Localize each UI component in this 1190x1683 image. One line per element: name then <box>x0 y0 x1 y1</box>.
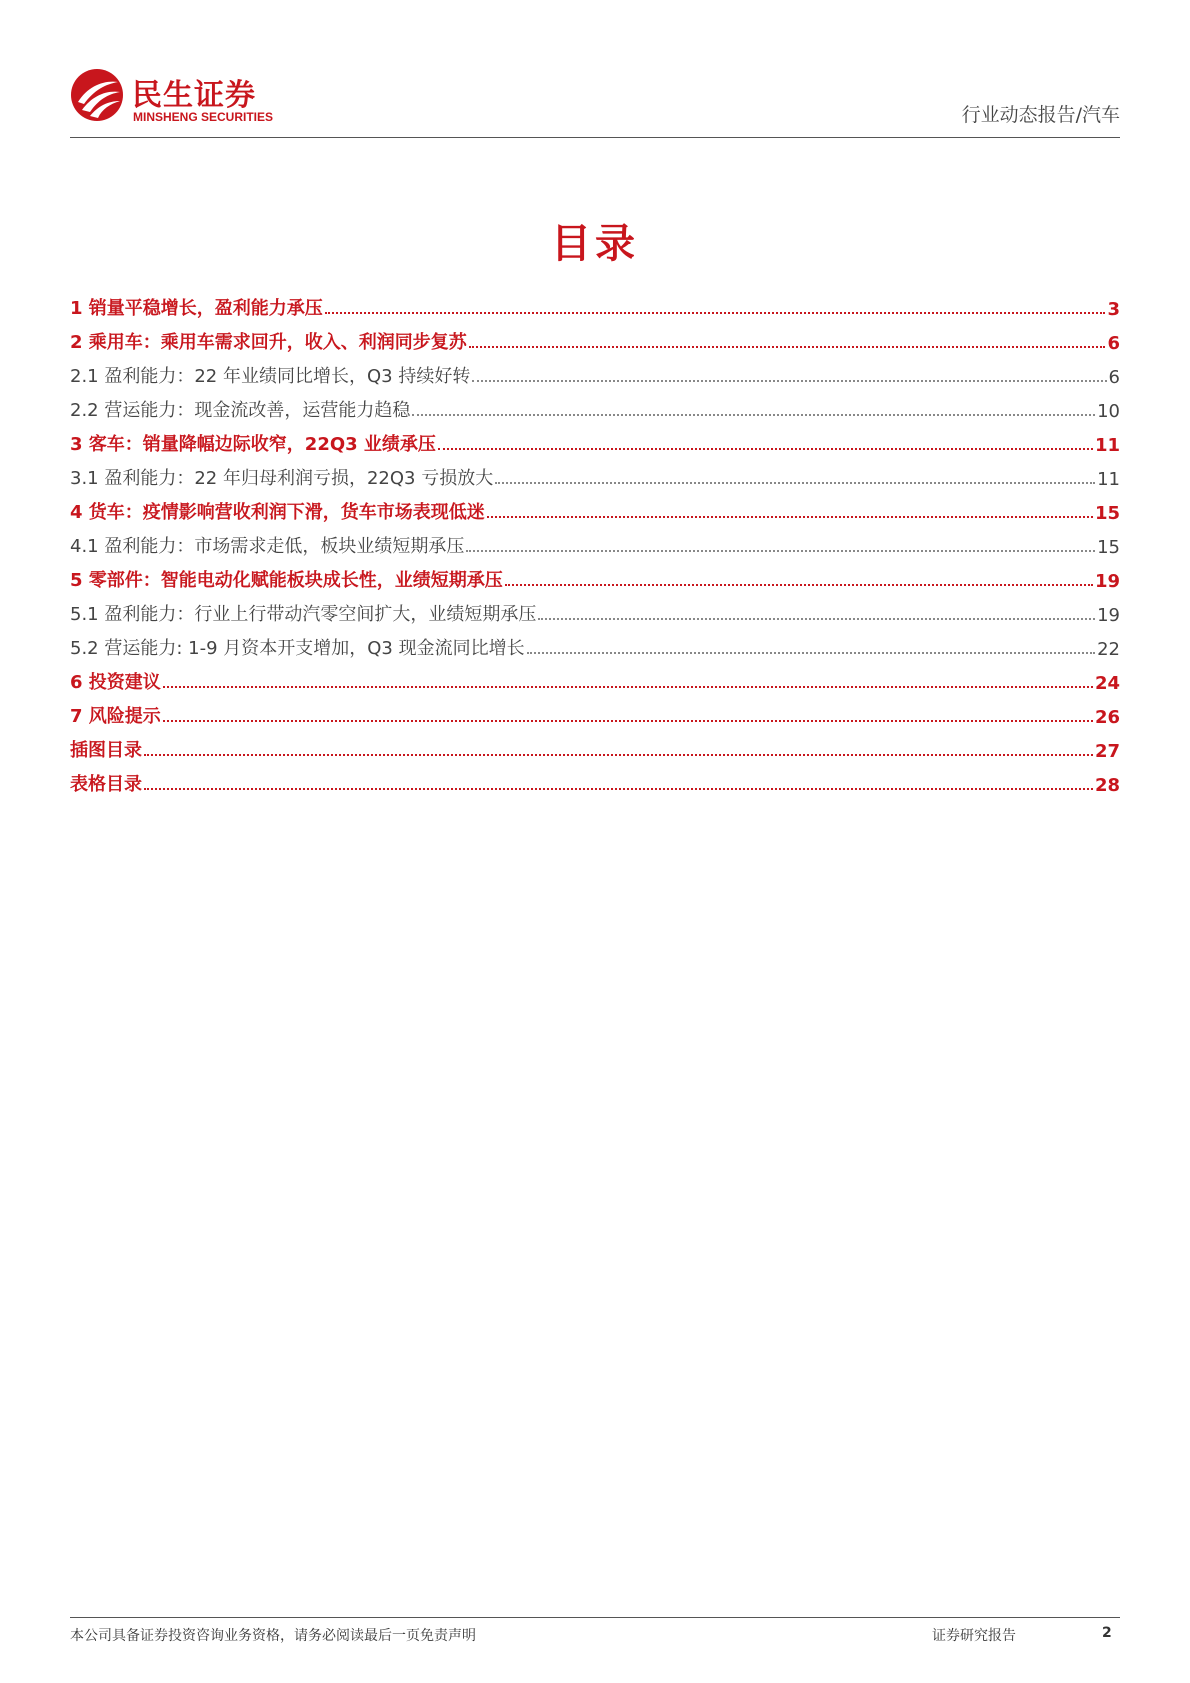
logo-english-name: MINSHENG SECURITIES <box>133 110 274 124</box>
toc-entry-label: 6 投资建议 <box>70 672 161 693</box>
dot-leader <box>144 788 1093 790</box>
dot-leader <box>163 686 1093 688</box>
toc-entry-label: 7 风险提示 <box>70 706 161 727</box>
toc-entry-page: 10 <box>1097 401 1120 422</box>
dot-leader <box>472 380 1106 382</box>
toc-title: 目录 <box>551 221 639 267</box>
footer-divider <box>70 1617 1120 1618</box>
toc-entry[interactable] <box>70 320 1120 354</box>
dot-leader <box>144 754 1093 756</box>
toc-entry-page: 24 <box>1094 673 1120 694</box>
toc-entry[interactable] <box>70 694 1120 728</box>
toc-entry-label: 插图目录 <box>70 740 142 761</box>
page-number: 2 <box>1102 1625 1112 1641</box>
toc-entry-label: 4.1 盈利能力：市场需求走低，板块业绩短期承压 <box>70 536 465 557</box>
toc-entry[interactable] <box>70 762 1120 796</box>
toc-entry-page: 19 <box>1097 605 1120 626</box>
dot-leader <box>438 448 1093 450</box>
toc-entry-page: 19 <box>1094 571 1120 592</box>
toc-entry[interactable] <box>70 422 1120 456</box>
toc-entry-page: 22 <box>1097 639 1120 660</box>
dot-leader <box>538 618 1095 620</box>
logo-chinese-name: 民生证券 <box>132 78 256 113</box>
toc-entry-label: 5 零部件：智能电动化赋能板块成长性，业绩短期承压 <box>70 570 503 591</box>
toc-entry[interactable] <box>70 524 1120 558</box>
dot-leader <box>466 550 1095 552</box>
header-divider <box>70 137 1120 138</box>
toc-entry-label: 表格目录 <box>70 774 142 795</box>
toc-entry-label: 5.2 营运能力: 1-9 月资本开支增加，Q3 现金流同比增长 <box>70 638 525 659</box>
dot-leader <box>487 516 1093 518</box>
toc-entry[interactable] <box>70 558 1120 592</box>
dot-leader <box>163 720 1093 722</box>
minsheng-logo <box>70 68 370 128</box>
toc-entry[interactable] <box>70 490 1120 524</box>
dot-leader <box>527 652 1095 654</box>
toc-entry[interactable] <box>70 456 1120 490</box>
toc-entry-page: 11 <box>1097 469 1120 490</box>
toc-entry-page: 6 <box>1108 367 1120 388</box>
toc-entry[interactable] <box>70 354 1120 388</box>
dot-leader <box>412 414 1095 416</box>
dot-leader <box>469 346 1106 348</box>
toc-entry-page: 3 <box>1107 299 1120 320</box>
toc-entry[interactable] <box>70 626 1120 660</box>
toc-entry-page: 27 <box>1094 741 1120 762</box>
table-of-contents <box>70 286 1120 796</box>
dot-leader <box>325 312 1106 314</box>
toc-entry-label: 2 乘用车：乘用车需求回升，收入、利润同步复苏 <box>70 332 467 353</box>
toc-entry[interactable] <box>70 592 1120 626</box>
toc-entry-page: 11 <box>1094 435 1120 456</box>
toc-entry-label: 3 客车：销量降幅边际收窄，22Q3 业绩承压 <box>70 434 436 455</box>
toc-entry-label: 4 货车：疫情影响营收利润下滑，货车市场表现低迷 <box>70 502 485 523</box>
page-header <box>70 60 1120 140</box>
toc-entry[interactable] <box>70 388 1120 422</box>
toc-entry-page: 15 <box>1094 503 1120 524</box>
report-type-label: 行业动态报告/汽车 <box>961 104 1120 126</box>
toc-entry-page: 28 <box>1094 775 1120 796</box>
dot-leader <box>495 482 1095 484</box>
toc-entry-label: 2.2 营运能力：现金流改善，运营能力趋稳 <box>70 400 411 421</box>
toc-entry-page: 26 <box>1094 707 1120 728</box>
toc-entry-label: 3.1 盈利能力：22 年归母利润亏损，22Q3 亏损放大 <box>70 468 494 489</box>
toc-entry-page: 6 <box>1107 333 1120 354</box>
toc-entry-label: 2.1 盈利能力：22 年业绩同比增长，Q3 持续好转 <box>70 366 471 387</box>
toc-entry-label: 5.1 盈利能力：行业上行带动汽零空间扩大，业绩短期承压 <box>70 604 537 625</box>
toc-entry[interactable] <box>70 728 1120 762</box>
logo-emblem-icon <box>70 68 124 122</box>
toc-entry-page: 15 <box>1097 537 1120 558</box>
toc-entry-label: 1 销量平稳增长，盈利能力承压 <box>70 298 323 319</box>
toc-entry[interactable] <box>70 286 1120 320</box>
footer-report-label: 证券研究报告 <box>932 1628 1016 1644</box>
footer-disclaimer: 本公司具备证券投资咨询业务资格，请务必阅读最后一页免责声明 <box>70 1628 476 1644</box>
dot-leader <box>505 584 1093 586</box>
toc-entry[interactable] <box>70 660 1120 694</box>
